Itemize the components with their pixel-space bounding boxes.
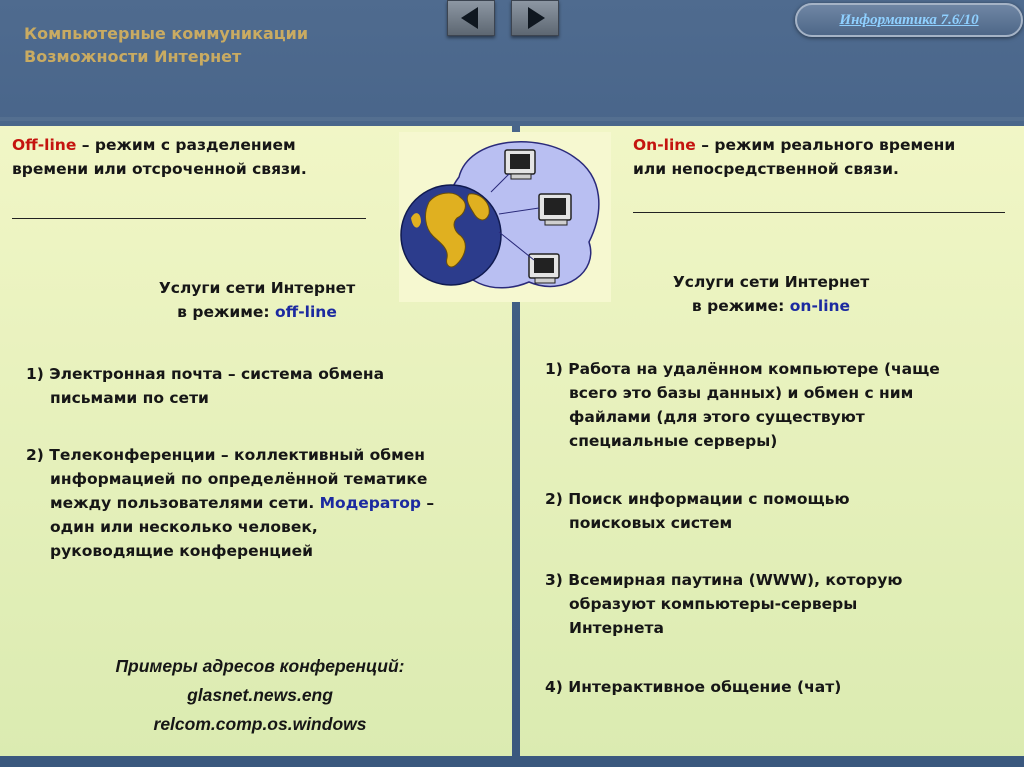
online-term: On-line bbox=[633, 136, 696, 154]
online-def-line-2: или непосредственной связи. bbox=[633, 160, 899, 178]
online-item-1-line-1: 1) Работа на удалённом компьютере (чаще bbox=[545, 360, 940, 378]
offline-def-line-1: – режим с разделением bbox=[76, 136, 296, 154]
online-item-1-line-2: всего это базы данных) и обмен с ним bbox=[569, 384, 914, 402]
title-line-1: Компьютерные коммуникации bbox=[24, 24, 309, 43]
conference-examples bbox=[40, 652, 480, 739]
example-address-2: relcom.comp.os.windows bbox=[153, 714, 367, 734]
online-item-3-line-1: 3) Всемирная паутина (WWW), которую bbox=[545, 571, 903, 589]
offline-item-2-line-4: один или несколько человек, bbox=[50, 518, 318, 536]
online-item-1 bbox=[545, 357, 1015, 453]
offline-mode: off-line bbox=[275, 303, 337, 321]
triangle-left-icon bbox=[448, 1, 494, 35]
title-line-2: Возможности Интернет bbox=[24, 47, 242, 66]
offline-definition bbox=[12, 133, 307, 181]
online-definition bbox=[633, 133, 955, 181]
online-item-2-line-2: поисковых систем bbox=[569, 514, 733, 532]
offline-item-2-dash: – bbox=[421, 494, 435, 512]
online-item-2-line-1: 2) Поиск информации с помощью bbox=[545, 490, 850, 508]
offline-services-prefix: в режиме: bbox=[177, 303, 276, 321]
globe-network-icon bbox=[399, 132, 611, 302]
slide-title bbox=[24, 22, 308, 68]
online-services-prefix: в режиме: bbox=[691, 297, 790, 315]
offline-item-2-line-3: между пользователями сети. bbox=[50, 494, 320, 512]
offline-item-2-line-1: 2) Телеконференции – коллективный обмен bbox=[26, 446, 425, 464]
moderator-term: Модератор bbox=[319, 494, 422, 512]
offline-item-2 bbox=[26, 443, 506, 563]
header-divider bbox=[0, 117, 1024, 121]
online-rule bbox=[633, 212, 1005, 213]
online-def-line-1: – режим реального времени bbox=[695, 136, 956, 154]
next-slide-button[interactable] bbox=[511, 0, 559, 36]
online-item-3-line-3: Интернета bbox=[569, 619, 664, 637]
offline-services-line-1: Услуги сети Интернет bbox=[158, 279, 356, 297]
offline-item-1-line-2: письмами по сети bbox=[50, 389, 209, 407]
offline-item-2-line-2: информацией по определённой тематике bbox=[50, 470, 428, 488]
online-item-1-line-3: файлами (для этого существуют bbox=[569, 408, 865, 426]
offline-def-line-2: времени или отсроченной связи. bbox=[12, 160, 307, 178]
subject-badge-link[interactable]: Информатика 7.6/10 bbox=[795, 3, 1023, 37]
offline-services-heading bbox=[82, 276, 432, 324]
online-services-heading bbox=[596, 270, 946, 318]
example-address-1: glasnet.news.eng bbox=[187, 685, 333, 705]
online-item-3-line-2: образуют компьютеры-серверы bbox=[569, 595, 858, 613]
offline-item-1-line-1: 1) Электронная почта – система обмена bbox=[26, 365, 385, 383]
online-item-4: 4) Интерактивное общение (чат) bbox=[545, 678, 842, 696]
triangle-right-icon bbox=[512, 1, 558, 35]
offline-item-2-line-5: руководящие конференцией bbox=[50, 542, 314, 560]
offline-rule bbox=[12, 218, 366, 219]
examples-title: Примеры адресов конференций: bbox=[115, 656, 405, 676]
online-item-2 bbox=[545, 487, 1015, 535]
prev-slide-button[interactable] bbox=[447, 0, 495, 36]
online-mode: on-line bbox=[789, 297, 851, 315]
online-item-1-line-4: специальные серверы) bbox=[569, 432, 778, 450]
online-item-3 bbox=[545, 568, 1015, 640]
offline-item-1 bbox=[26, 362, 506, 410]
offline-term: Off-line bbox=[12, 136, 77, 154]
online-services-line-1: Услуги сети Интернет bbox=[672, 273, 870, 291]
